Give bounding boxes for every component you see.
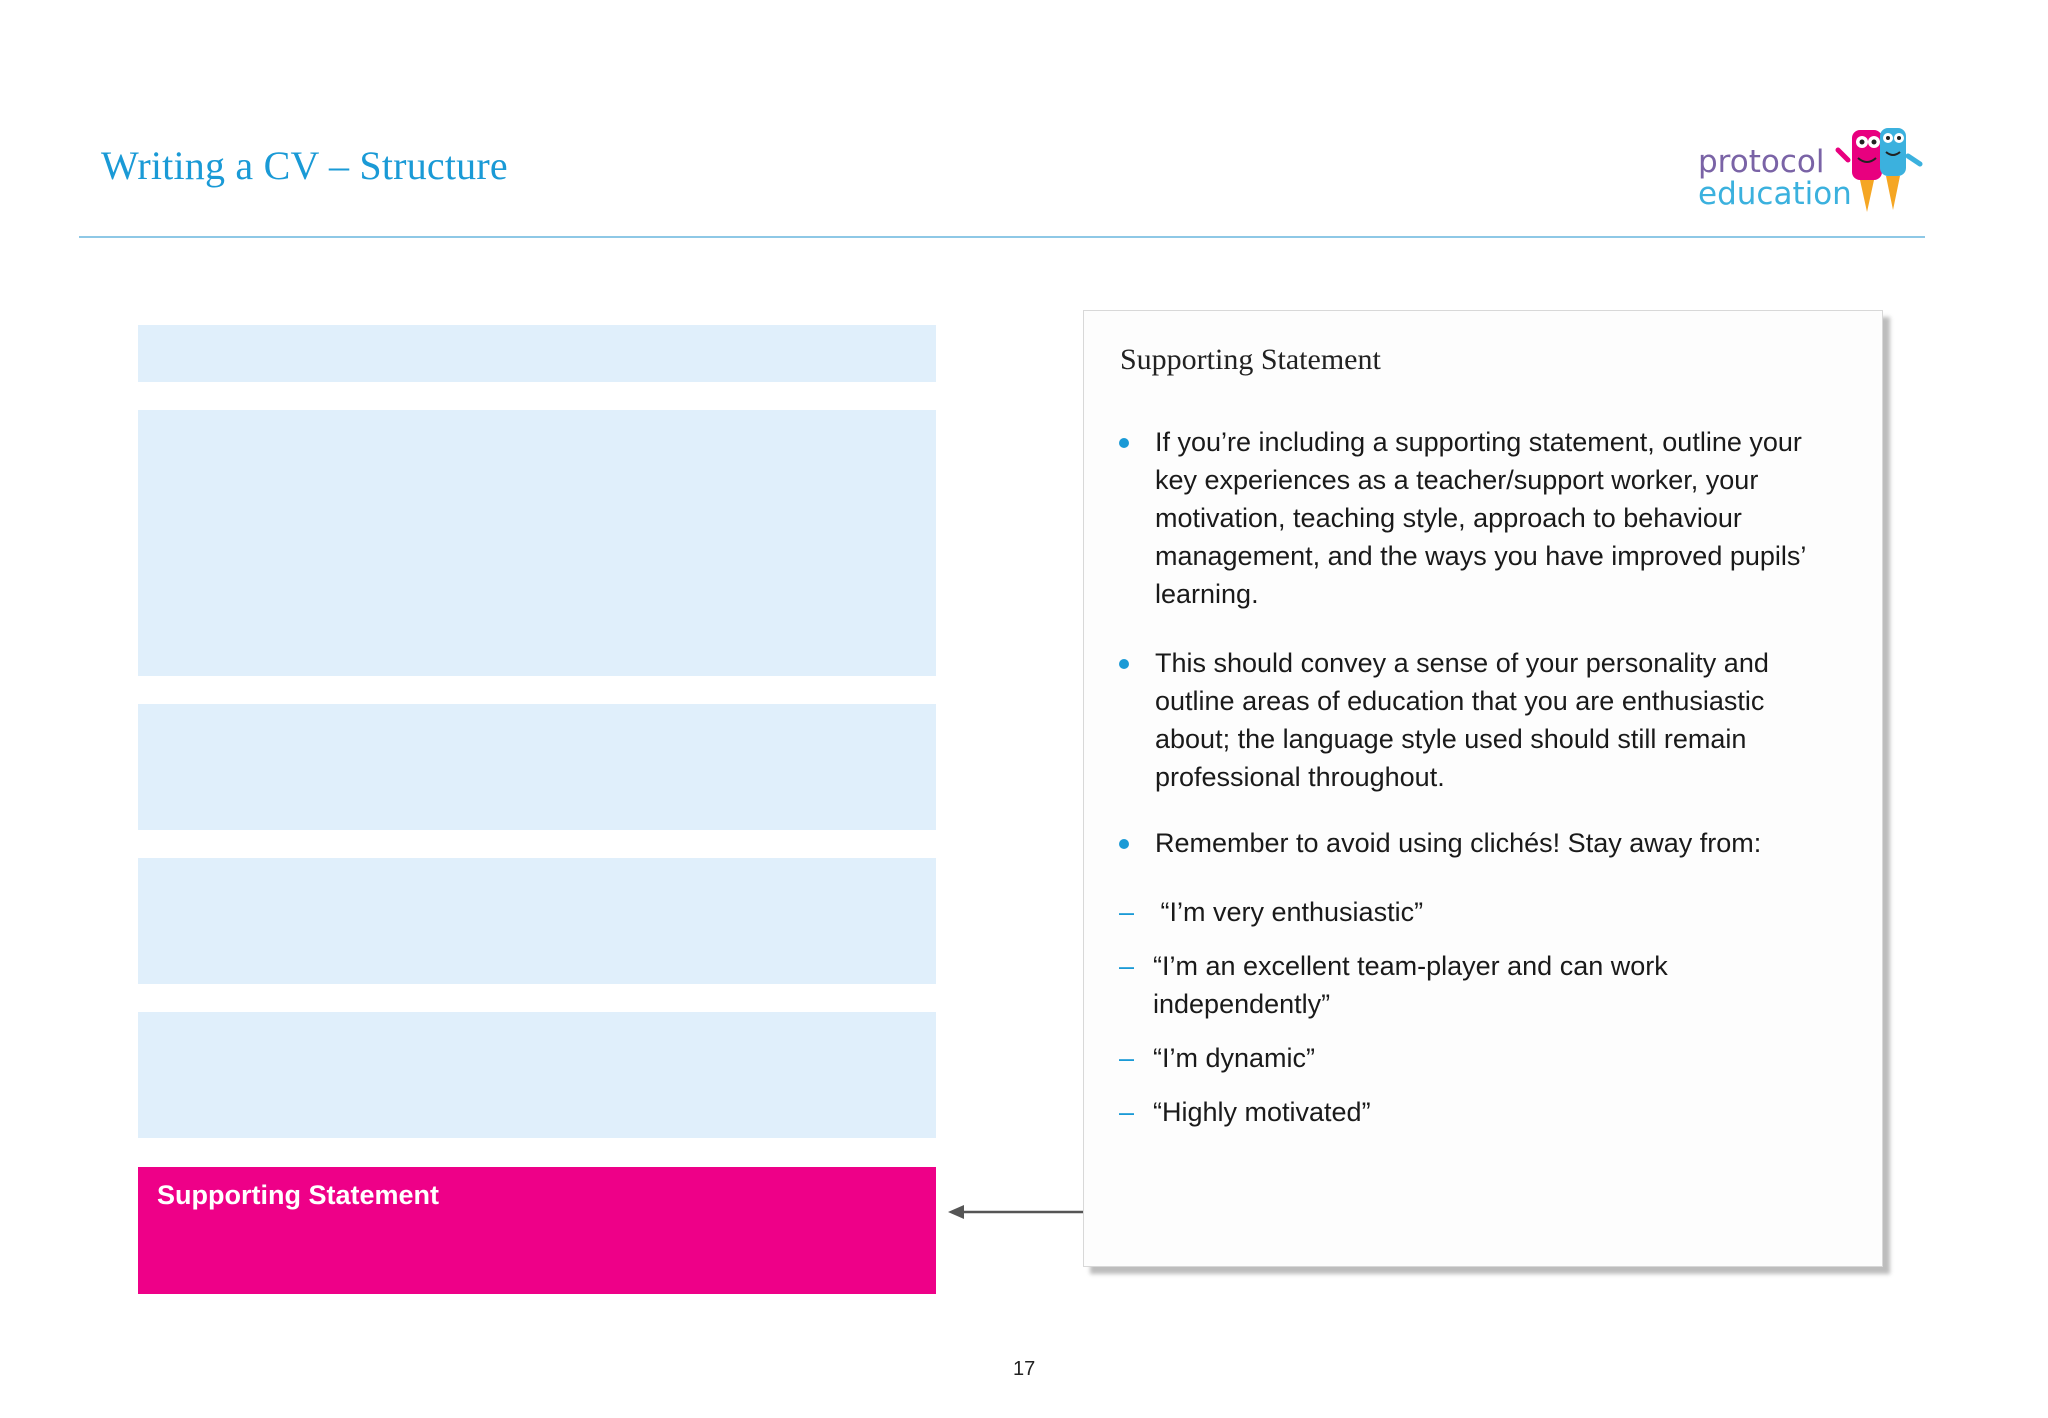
bullet-item [1119, 824, 1839, 862]
cliche-text: “I’m an excellent team-player and can work independently” [1153, 951, 1668, 1019]
cv-section-placeholder [138, 704, 936, 830]
cv-section-supporting-statement [138, 1167, 936, 1294]
bullet-dot-icon [1119, 438, 1129, 448]
cv-section-placeholder [138, 858, 936, 984]
bullet-dot-icon [1119, 659, 1129, 669]
page-number: 17 [1013, 1358, 1036, 1380]
dash-marker: – [1119, 897, 1135, 927]
header-divider [79, 236, 1925, 238]
supporting-statement-card [1083, 310, 1883, 1267]
cv-section-label: Supporting Statement [157, 1180, 439, 1210]
dash-marker: – [1119, 1043, 1135, 1073]
bullet-item [1119, 644, 1839, 796]
bullet-text: If you’re including a supporting statement, outline your key experiences as a teacher/support worker, your motivation, teaching style, approach to behaviour management, and the ways you have improved pupils’ learning. [1155, 427, 1806, 609]
protocol-education-logo [1690, 120, 1930, 220]
cv-section-placeholder [138, 410, 936, 676]
cliche-text: “I’m very enthusiastic” [1153, 897, 1424, 927]
bullet-text: This should convey a sense of your personality and outline areas of education that you are enthusiastic about; the language style used should still remain professional throughout. [1155, 648, 1769, 792]
card-title: Supporting Statement [1120, 343, 1381, 376]
bullet-item [1119, 423, 1839, 613]
dash-marker: – [1119, 951, 1135, 981]
cliche-text: “I’m dynamic” [1153, 1043, 1316, 1073]
cv-section-placeholder [138, 1012, 936, 1138]
cliche-item [1119, 947, 1839, 1023]
dash-marker: – [1119, 1097, 1135, 1127]
logo-text-protocol: protocol [1698, 144, 1825, 180]
cliche-item [1119, 893, 1839, 931]
bullet-dot-icon [1119, 839, 1129, 849]
cliche-text: “Highly motivated” [1153, 1097, 1371, 1127]
left-arrow-icon [948, 1200, 1086, 1224]
cv-section-placeholder [138, 325, 936, 382]
cliche-item [1119, 1093, 1839, 1131]
cliche-item [1119, 1039, 1839, 1077]
pencil-characters-icon [1830, 120, 1930, 220]
bullet-text: Remember to avoid using clichés! Stay away from: [1155, 828, 1762, 858]
logo-text-education: education [1698, 176, 1852, 212]
page-title: Writing a CV – Structure [101, 143, 508, 188]
